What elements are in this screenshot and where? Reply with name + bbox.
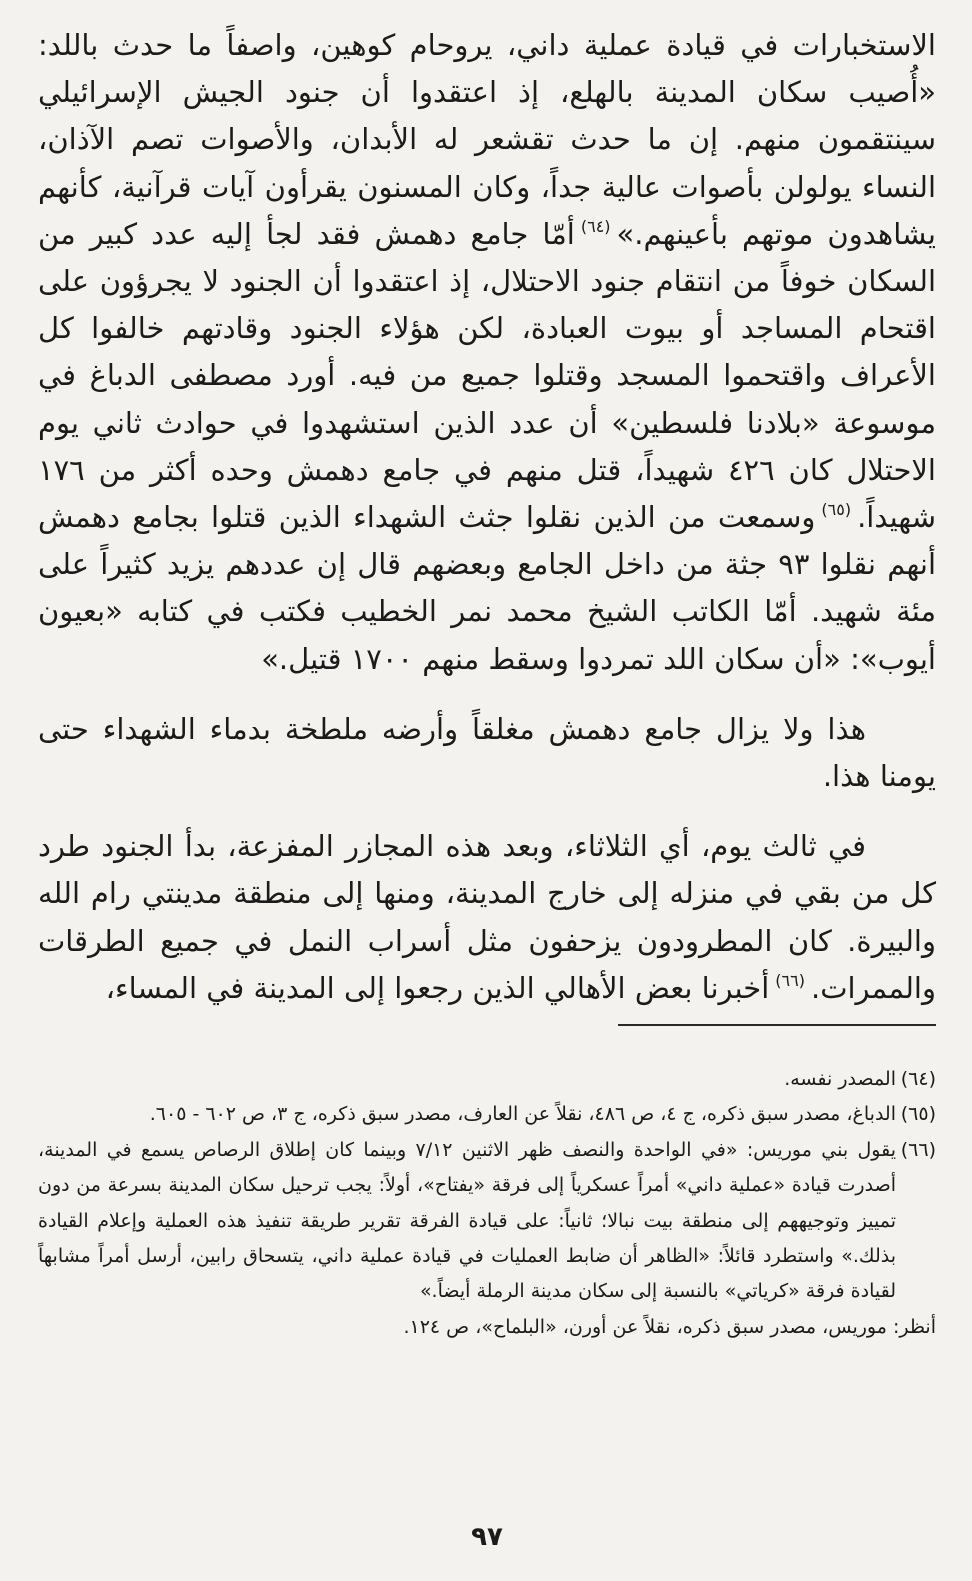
main-text xyxy=(38,22,936,1012)
footnote-65 xyxy=(38,1097,936,1132)
paragraph-3 xyxy=(38,823,936,1012)
paragraph-2: هذا ولا يزال جامع دهمش مغلقاً وأرضه ملطخة بدماء الشهداء حتى يومنا هذا. xyxy=(38,711,936,794)
footnote-number: (٦٥) xyxy=(900,1103,936,1126)
footnote-text: المصدر نفسه. xyxy=(784,1068,896,1090)
page-number: ٩٧ xyxy=(471,1522,503,1552)
footnote-text: يقول بني موريس: «في الواحدة والنصف ظهر الاثنين ٧/١٢ وبينما كان إطلاق الرصاص يسمع في المدينة، أصدرت قيادة «عملية داني» أمراً عسكرياً إلى فرقة «يفتاح»، أولاً: يجب ترحيل سكان المدينة بسرعة من دون تمييز وتوجيههم إلى منطقة بيت نبالا؛ ثانياً: على قيادة الفرقة تقرير طريقة تنفيذ هذه العملية وإعلام القيادة بذلك.» واستطرد قائلاً: «الظاهر أن ضابط العمليات في قيادة عملية داني، يتسحاق رابين، أرسل أمراً مشابهاً لقيادة فرقة «كرياتي» بالنسبة إلى سكان مدينة الرملة أيضاً.» xyxy=(38,1138,896,1303)
paragraph-1-part-3: وسمعت من الذين نقلوا جثث الشهداء الذين قتلوا بجامع دهمش أنهم نقلوا ٩٣ جثة من داخل الجامع وبعضهم قال إن عددهم يزيد كثيراً على مئة شهيد. أمّا الكاتب الشيخ محمد نمر الخطيب فكتب في كتابه «بعيون أيوب»: «أن سكان اللد تمردوا وسقط منهم ١٧٠٠ قتيل.» xyxy=(38,500,936,676)
footnote-66-see-also: أنظر: موريس، مصدر سبق ذكره، نقلاً عن أورن، «البلماح»، ص ١٢٤. xyxy=(403,1315,936,1338)
footnote-66 xyxy=(38,1133,936,1310)
footnote-64 xyxy=(38,1062,936,1097)
paragraph-1-part-1: الاستخبارات في قيادة عملية داني، يروحام كوهين، واصفاً ما حدث باللد: «أُصيب سكان المدينة بالهلع، إذ اعتقدوا أن جنود الجيش الإسرائيلي سينتقمون منهم. إن ما حدث تقشعر له الأبدان، والأصوات تصم الآذان، النساء يولولن بأصوات عالية جداً، وكان المسنون يقرأون آيات قرآنية، كأنهم يشاهدون موتهم بأعينهم.» xyxy=(38,28,936,251)
footnote-ref-66: (٦٦) xyxy=(775,970,805,990)
book-page xyxy=(38,22,936,1552)
footnote-ref-64: (٦٤) xyxy=(580,216,611,236)
footnote-divider xyxy=(618,1024,936,1026)
paragraph-3-part-2: أخبرنا بعض الأهالي الذين رجعوا إلى المدينة في المساء، xyxy=(105,970,770,1005)
footnote-number: (٦٦) xyxy=(900,1138,936,1161)
paragraph-1 xyxy=(38,22,936,683)
footnote-number: (٦٤) xyxy=(900,1068,936,1090)
paragraph-3-part-1: في ثالث يوم، أي الثلاثاء، وبعد هذه المجازر المفزعة، بدأ الجنود طرد كل من بقي في منزله إلى خارج المدينة، ومنها إلى منطقة مدينتي رام الله والبيرة. كان المطرودون يزحفون مثل أسراب النمل في جميع الطرقات والممرات. xyxy=(38,829,936,1005)
footnote-ref-65: (٦٥) xyxy=(821,500,852,520)
footnotes-section xyxy=(38,1062,936,1345)
footnote-text: الدباغ، مصدر سبق ذكره، ج ٤، ص ٤٨٦، نقلاً عن العارف، مصدر سبق ذكره، ج ٣، ص ٦٠٢ - ٦٠٥. xyxy=(149,1103,896,1126)
paragraph-1-part-2: أمّا جامع دهمش فقد لجأ إليه عدد كبير من السكان خوفاً من انتقام جنود الاحتلال، إذ اعتقدوا أن الجنود لا يجرؤون على اقتحام المساجد أو بيوت العبادة، لكن هؤلاء الجنود وقادتهم خالفوا كل الأعراف واقتحموا المسجد وقتلوا جميع من فيه. أورد مصطفى الدباغ في موسوعة «بلادنا فلسطين» أن عدد الذين استشهدوا في حوادث ثاني يوم الاحتلال كان ٤٢٦ شهيداً، قتل منهم في جامع دهمش وحده أكثر من ١٧٦ شهيداً. xyxy=(38,216,936,535)
